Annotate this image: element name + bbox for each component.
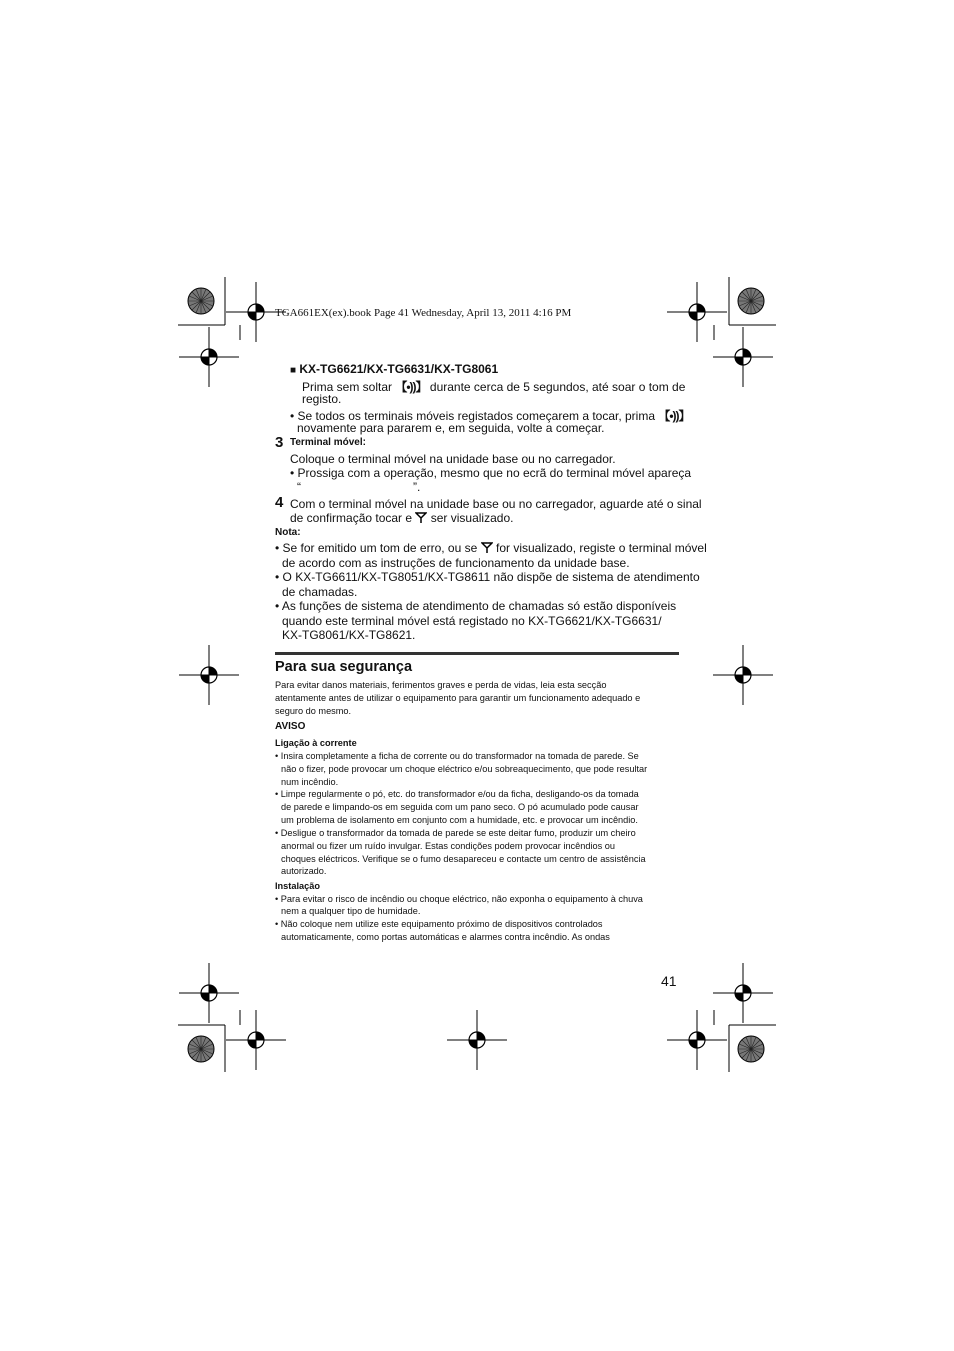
warning-line: nem a qualquer tipo de humidade. [281, 906, 421, 916]
warning-line: • Para evitar o risco de incêndio ou choque eléctrico, não exponha o equipamento à chuva [275, 894, 643, 904]
trim-lines [178, 277, 776, 1072]
warning-line: anormal ou fizer um ruído invulgar. Estas condições podem provocar incêndios ou [281, 841, 615, 851]
subsection-title: Instalação [275, 881, 320, 891]
registration-mark-top-left-b [179, 327, 239, 387]
section-heading: Para sua segurança [275, 659, 413, 675]
warning-title: AVISO [275, 721, 306, 732]
intro-line: seguro do mesmo. [275, 706, 352, 716]
subsection-title: Ligação à corrente [275, 738, 357, 748]
registration-mark-bottom-left-b [226, 1010, 286, 1070]
warning-line: não o fizer, pode provocar um choque eléctrico e/ou sobreaquecimento, que pode resultar [281, 764, 648, 774]
registration-mark-mid-left [179, 645, 239, 705]
warning-line: choques eléctricos. Verifique se o fumo desapareceu e contacte um centro de assistência [281, 854, 646, 864]
registration-mark-top-right-b [713, 327, 773, 387]
quote-open: “ [297, 480, 301, 494]
note-line: de acordo com as instruções de funcionamento da unidade base. [282, 556, 630, 570]
note-line: quando este terminal móvel está registado no KX-TG6621/KX-TG6631/ [282, 614, 662, 628]
page-number: 41 [661, 973, 677, 989]
registration-mark-top-right-a [667, 282, 727, 342]
note-line: • O KX-TG6611/KX-TG8051/KX-TG8611 não dispõe de sistema de atendimento [275, 570, 700, 584]
warning-line: de parede e limpando-os em seguida com um pano seco. O pó acumulado pode causar [281, 802, 639, 812]
star-target-bottom-right [738, 1036, 764, 1062]
warning-line: • Não coloque nem utilize este equipamento próximo de dispositivos controlados [275, 919, 603, 929]
instruction-line: registo. [302, 392, 342, 406]
intercom-key-icon: 【•))】 [395, 380, 427, 394]
star-target-top-left [188, 288, 214, 314]
note-title: Nota: [275, 527, 301, 538]
note-line: • Se for emitido um tom de erro, ou se for visualizado, registe o terminal móvel [275, 541, 707, 555]
registration-mark-bottom-center [447, 1010, 507, 1070]
intro-line: Para evitar danos materiais, ferimentos graves e perda de vidas, leia esta secção [275, 680, 607, 690]
note-line: • As funções de sistema de atendimento de chamadas só estão disponíveis [275, 599, 677, 613]
step-text: Coloque o terminal móvel na unidade base ou no carregador. [290, 452, 616, 466]
warning-line: • Desligue o transformador da tomada de parede se este deitar fumo, produzir um cheiro [275, 828, 636, 838]
antenna-icon [415, 512, 427, 523]
step-number: 3 [275, 434, 284, 451]
bullet-text: • Prossiga com a operação, mesmo que no ecrã do terminal móvel apareça [290, 466, 692, 480]
step-title: Terminal móvel: [290, 437, 366, 448]
step-text: Com o terminal móvel na unidade base ou no carregador, aguarde até o sinal [290, 497, 702, 511]
bullet-text: novamente para pararem e, em seguida, volte a começar. [297, 421, 605, 435]
note-line: de chamadas. [282, 585, 358, 599]
registration-mark-bottom-left-a [179, 963, 239, 1023]
bullet-text: • Se todos os terminais móveis registados começarem a tocar, prima 【•))】 [290, 409, 690, 423]
registration-mark-bottom-right-b [667, 1010, 727, 1070]
intro-line: atentamente antes de utilizar o equipamento para garantir um funcionamento adequado e [275, 693, 641, 703]
section-divider [275, 652, 679, 655]
note-line: KX-TG8061/KX-TG8621. [282, 628, 416, 642]
instruction-line: Prima sem soltar 【•))】 durante cerca de 5 segundos, até soar o tom de [302, 380, 686, 394]
warning-line: autorizado. [281, 866, 327, 876]
warning-line: automaticamente, como portas automáticas e alarmes contra incêndio. As ondas [281, 932, 610, 942]
book-header: TGA661EX(ex).book Page 41 Wednesday, April 13, 2011 4:16 PM [275, 307, 572, 319]
registration-mark-mid-right [713, 645, 773, 705]
warning-line: • Limpe regularmente o pó, etc. do transformador e/ou da ficha, desligando-os da tomada [275, 789, 639, 799]
square-bullet-icon: ■ [290, 365, 297, 376]
star-target-top-right [738, 288, 764, 314]
step-number: 4 [275, 494, 284, 511]
antenna-icon [481, 542, 493, 553]
intercom-key-icon: 【•))】 [658, 409, 690, 423]
quote-close: ”. [413, 480, 421, 494]
step-text: de confirmação tocar e ser visualizado. [290, 511, 514, 525]
star-target-bottom-left [188, 1036, 214, 1062]
model-heading: ■ KX-TG6621/KX-TG6631/KX-TG8061 [290, 362, 499, 376]
warning-line: • Insira completamente a ficha de corrente ou do transformador na tomada de parede. Se [275, 751, 639, 761]
registration-mark-bottom-right-a [713, 963, 773, 1023]
warning-line: um problema de isolamento em conjunto com a humidade, etc. e provocar um incêndio. [281, 815, 638, 825]
warning-line: num incêndio. [281, 777, 339, 787]
